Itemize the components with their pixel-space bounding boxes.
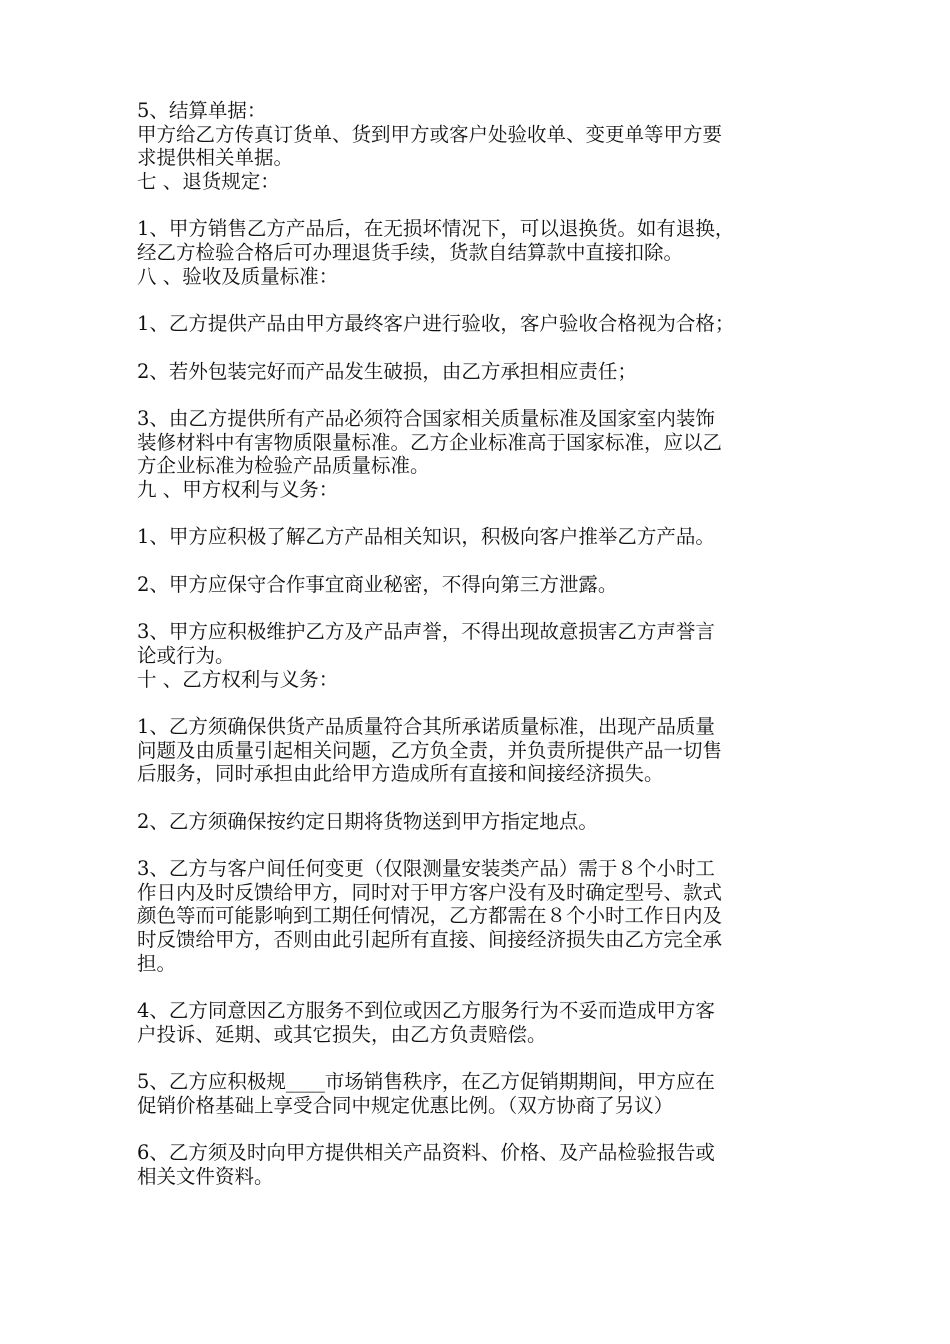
text-line: 作日内及时反馈给甲方，同时对于甲方客户没有及时确定型号、款式 [137,880,723,904]
blank-line [137,975,827,999]
text-line: 3、甲方应积极维护乙方及产品声誉，不得出现故意损害乙方声誉言 [137,620,715,644]
text-line: 七 、退货规定： [137,170,280,194]
text-line: 装修材料中有害物质限量标准。乙方企业标准高于国家标准，应以乙 [137,430,723,454]
text-line: 1、乙方须确保供货产品质量符合其所承诺质量标准，出现产品质量 [137,714,715,738]
blank-line [137,383,827,407]
text-line: 3、乙方与客户间任何变更（仅限测量安装类产品）需于８个小时工 [137,857,715,880]
text-line: 论或行为。 [137,643,235,667]
blank-line [137,691,827,715]
blank-line [137,502,827,526]
blank-line [137,194,827,218]
blank-line [137,1118,827,1142]
blank-line [137,596,827,620]
blank-line [137,336,827,360]
text-line: 5、乙方应积极规____市场销售秩序，在乙方促销期期间，甲方应在 [137,1070,715,1094]
text-line: 1、甲方应积极了解乙方产品相关知识，积极向客户推举乙方产品。 [137,525,715,549]
text-line: 4、乙方同意因乙方服务不到位或因乙方服务行为不妥而造成甲方客 [137,999,715,1023]
text-line: 6、乙方须及时向甲方提供相关产品资料、价格、及产品检验报告或 [137,1141,715,1165]
text-line: 时反馈给甲方，否则由此引起所有直接、间接经济损失由乙方完全承 [137,928,723,952]
document-body [137,99,827,1189]
text-line: 1、甲方销售乙方产品后，在无损坏情况下，可以退换货。如有退换， [137,217,735,241]
text-line: 2、乙方须确保按约定日期将货物送到甲方指定地点。 [137,809,598,833]
blank-line [137,549,827,573]
text-line: 方企业标准为检验产品质量标准。 [137,454,430,478]
text-line: 九 、甲方权利与义务： [137,478,339,501]
text-line: 求提供相关单据。 [137,146,294,170]
text-line: 2、甲方应保守合作事宜商业秘密，不得向第三方泄露。 [137,572,618,596]
text-line: 3、由乙方提供所有产品必须符合国家相关质量标准及国家室内装饰 [137,406,715,430]
text-line: 颜色等而可能影响到工期任何情况，乙方都需在８个小时工作日内及 [137,904,723,928]
text-line: 户投诉、延期、或其它损失，由乙方负责赔偿。 [137,1022,547,1046]
blank-line [137,289,827,313]
text-line: 问题及由质量引起相关问题，乙方负全责，并负责所提供产品一切售 [137,738,723,762]
blank-line [137,786,827,810]
blank-line [137,833,827,857]
text-line: 5、结算单据： [137,99,267,122]
text-line: 1、乙方提供产品由甲方最终客户进行验收，客户验收合格视为合格； [137,312,735,336]
text-line: 相关文件资料。 [137,1164,274,1188]
text-line: 担。 [137,951,177,975]
text-line: 后服务，同时承担由此给甲方造成所有直接和间接经济损失。 [137,762,664,786]
text-line: 十 、乙方权利与义务： [137,667,339,691]
text-line: 经乙方检验合格后可办理退货手续，货款自结算款中直接扣除。 [137,241,684,265]
text-line: 促销价格基础上享受合同中规定优惠比例。（双方协商了另议） [137,1093,674,1117]
blank-line [137,1047,827,1071]
text-line: 2、若外包装完好而产品发生破损，由乙方承担相应责任； [137,359,637,383]
text-line: 八 、验收及质量标准： [137,264,339,288]
text-line: 甲方给乙方传真订货单、货到甲方或客户处验收单、变更单等甲方要 [137,122,723,146]
